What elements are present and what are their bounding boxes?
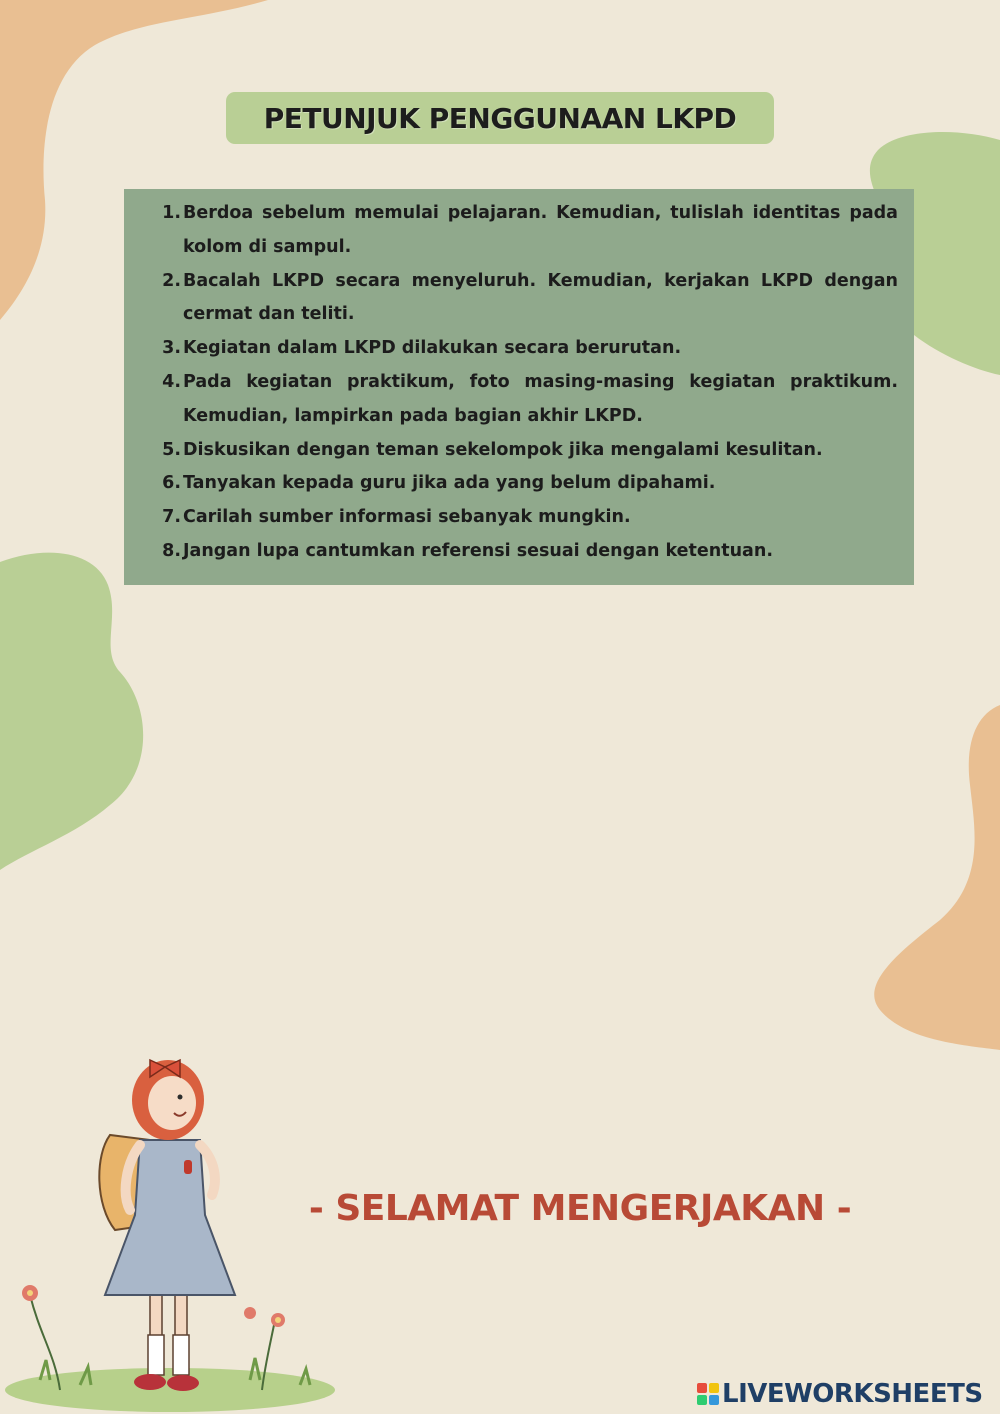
instruction-item xyxy=(156,332,898,366)
instruction-number: 5. xyxy=(162,439,181,460)
instruction-text: Kegiatan dalam LKPD dilakukan secara berurutan. xyxy=(183,338,682,359)
face xyxy=(148,1076,196,1130)
instruction-number: 6. xyxy=(162,473,181,494)
closing-message: - SELAMAT MENGERJAKAN - xyxy=(308,1188,852,1229)
instruction-text: Berdoa sebelum memulai pelajaran. Kemudian, tulislah identitas pada kolom di sampul. xyxy=(183,203,898,257)
sock-left xyxy=(148,1335,164,1375)
instruction-text: Pada kegiatan praktikum, foto masing-masing kegiatan praktikum. Kemudian, lampirkan pada bagian akhir LKPD. xyxy=(183,371,898,426)
shoe-left xyxy=(134,1374,166,1390)
instruction-text: Diskusikan dengan teman sekelompok jika mengalami kesulitan. xyxy=(183,439,823,460)
instruction-item xyxy=(156,197,898,265)
instruction-item xyxy=(156,467,898,501)
instruction-text: Tanyakan kepada guru jika ada yang belum dipahami. xyxy=(183,473,716,494)
eye xyxy=(178,1095,183,1100)
instructions-list xyxy=(156,197,898,569)
title-banner xyxy=(226,92,774,144)
instruction-text: Bacalah LKPD secara menyeluruh. Kemudian, kerjakan LKPD dengan cermat dan teliti. xyxy=(183,270,898,325)
instruction-number: 8. xyxy=(162,540,181,561)
green-blob-left xyxy=(0,553,143,870)
sock-right xyxy=(173,1335,189,1375)
page-title: PETUNJUK PENGGUNAAN LKPD xyxy=(263,101,737,135)
instruction-item xyxy=(156,501,898,535)
liveworksheets-logo-icon xyxy=(696,1382,720,1406)
instruction-item xyxy=(156,265,898,333)
shoe-right xyxy=(167,1375,199,1391)
instruction-text: Carilah sumber informasi sebanyak mungkin. xyxy=(183,507,631,528)
liveworksheets-brand xyxy=(696,1378,983,1410)
instruction-item xyxy=(156,535,898,569)
schoolgirl-illustration xyxy=(0,1045,340,1414)
instructions-panel xyxy=(124,189,914,585)
grass-patch xyxy=(5,1368,335,1412)
instruction-item xyxy=(156,434,898,468)
brand-name: LIVEWORKSHEETS xyxy=(722,1379,983,1409)
peach-blob-right xyxy=(874,705,1000,1050)
instruction-item xyxy=(156,366,898,434)
instruction-number: 7. xyxy=(162,507,181,528)
instruction-number: 1. xyxy=(162,203,181,223)
instruction-number: 3. xyxy=(162,338,181,359)
instruction-number: 4. xyxy=(162,371,181,392)
instruction-text: Jangan lupa cantumkan referensi sesuai dengan ketentuan. xyxy=(183,540,773,561)
dress-badge xyxy=(184,1160,192,1174)
instruction-number: 2. xyxy=(162,270,181,291)
